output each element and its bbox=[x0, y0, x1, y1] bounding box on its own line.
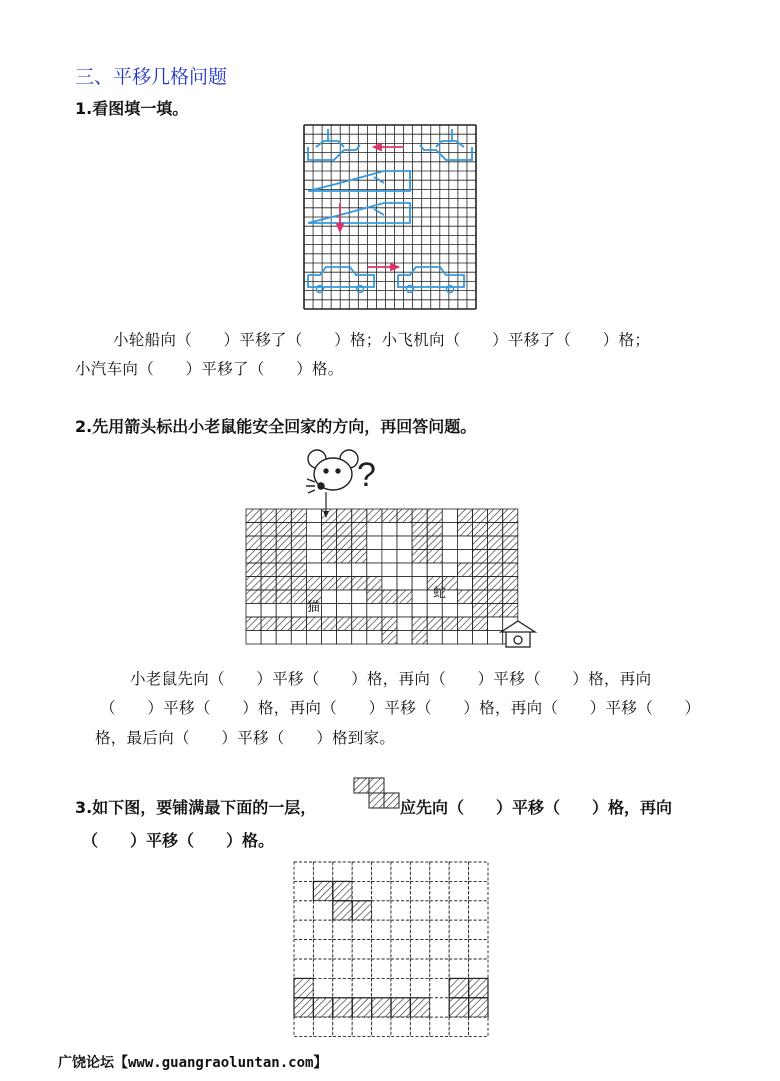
maze-wall-cell bbox=[276, 590, 291, 604]
tile-empty-cell bbox=[372, 1017, 391, 1036]
maze-path-cell bbox=[246, 631, 261, 645]
maze-wall-cell bbox=[261, 577, 276, 591]
tile-empty-cell bbox=[410, 1017, 429, 1036]
tile-empty-cell bbox=[430, 959, 449, 978]
maze-path-cell bbox=[367, 604, 382, 618]
tile-empty-cell bbox=[294, 920, 313, 939]
tile-empty-cell bbox=[372, 901, 391, 920]
maze-wall-cell bbox=[488, 563, 503, 577]
maze-wall-cell bbox=[367, 590, 382, 604]
maze-path-cell bbox=[412, 604, 427, 618]
tile-empty-cell bbox=[313, 978, 332, 997]
maze-wall-cell bbox=[473, 563, 488, 577]
maze-path-cell bbox=[397, 617, 412, 631]
tile-empty-cell bbox=[430, 998, 449, 1017]
maze-path-cell bbox=[367, 523, 382, 537]
tile-empty-cell bbox=[294, 881, 313, 900]
maze-wall-cell bbox=[367, 617, 382, 631]
tile-filled-cell bbox=[333, 998, 352, 1017]
maze-path-cell bbox=[442, 509, 457, 523]
q3-grid-cells bbox=[294, 862, 488, 1037]
tile-empty-cell bbox=[410, 881, 429, 900]
maze-wall-cell bbox=[473, 509, 488, 523]
maze-wall-cell bbox=[322, 509, 337, 523]
tile-filled-cell bbox=[372, 998, 391, 1017]
maze-path-cell bbox=[488, 617, 503, 631]
maze-path-cell bbox=[337, 590, 352, 604]
maze-wall-cell bbox=[412, 523, 427, 537]
maze-wall-cell bbox=[473, 617, 488, 631]
q3-title-pre: 3.如下图，要铺满最下面的一层， bbox=[75, 798, 317, 817]
maze-path-cell bbox=[397, 523, 412, 537]
maze-wall-cell bbox=[473, 523, 488, 537]
maze-path-cell bbox=[442, 523, 457, 537]
maze-path-cell bbox=[397, 577, 412, 591]
maze-wall-cell bbox=[291, 523, 306, 537]
tile-filled-cell bbox=[333, 901, 352, 920]
tile-empty-cell bbox=[430, 881, 449, 900]
maze-path-cell bbox=[442, 550, 457, 564]
tile-filled-cell bbox=[313, 881, 332, 900]
maze-path-cell bbox=[306, 563, 321, 577]
maze-wall-cell bbox=[427, 617, 442, 631]
maze-wall-cell bbox=[503, 590, 518, 604]
maze-wall-cell bbox=[276, 577, 291, 591]
tile-empty-cell bbox=[313, 862, 332, 881]
maze-wall-cell bbox=[503, 604, 518, 618]
tile-filled-cell bbox=[294, 998, 313, 1017]
maze-wall-cell bbox=[246, 590, 261, 604]
tile-empty-cell bbox=[391, 1017, 410, 1036]
maze-wall-cell bbox=[276, 617, 291, 631]
maze-wall-cell bbox=[488, 536, 503, 550]
maze-wall-cell bbox=[503, 563, 518, 577]
maze-wall-cell bbox=[246, 563, 261, 577]
maze-wall-cell bbox=[503, 536, 518, 550]
maze-wall-cell bbox=[261, 550, 276, 564]
car-left bbox=[308, 267, 374, 287]
q3-tiling-grid bbox=[293, 861, 489, 1037]
maze-path-cell bbox=[442, 563, 457, 577]
maze-wall-cell bbox=[457, 523, 472, 537]
question-mark: ? bbox=[357, 456, 376, 494]
maze-wall-cell bbox=[322, 536, 337, 550]
tile-empty-cell bbox=[430, 940, 449, 959]
maze-wall-cell bbox=[322, 617, 337, 631]
maze-wall-cell bbox=[473, 604, 488, 618]
maze-path-cell bbox=[306, 536, 321, 550]
maze-path-cell bbox=[352, 563, 367, 577]
boat-right-cabin bbox=[436, 141, 464, 147]
maze-wall-cell bbox=[382, 617, 397, 631]
maze-path-cell bbox=[427, 604, 442, 618]
maze-path-cell bbox=[442, 536, 457, 550]
maze-wall-cell bbox=[412, 631, 427, 645]
maze-path-cell bbox=[427, 563, 442, 577]
maze-wall-cell bbox=[412, 536, 427, 550]
maze-path-cell bbox=[306, 509, 321, 523]
maze-path-cell bbox=[306, 523, 321, 537]
maze-path-cell bbox=[322, 590, 337, 604]
maze-wall-cell bbox=[382, 590, 397, 604]
maze-wall-cell bbox=[473, 577, 488, 591]
q3-line2: （ ）平移（ ）格。 bbox=[82, 831, 275, 850]
maze-wall-cell bbox=[276, 523, 291, 537]
tetromino-icon bbox=[353, 777, 399, 813]
tile-empty-cell bbox=[352, 881, 371, 900]
tile-filled-cell bbox=[449, 978, 468, 997]
maze-path-cell bbox=[457, 604, 472, 618]
tile-empty-cell bbox=[410, 862, 429, 881]
maze-wall-cell bbox=[352, 550, 367, 564]
section-title: 三、平移几格问题 bbox=[75, 66, 228, 88]
tile-empty-cell bbox=[391, 940, 410, 959]
maze-wall-cell bbox=[473, 590, 488, 604]
maze-path-cell bbox=[457, 536, 472, 550]
tile-empty-cell bbox=[294, 940, 313, 959]
maze-wall-cell bbox=[261, 563, 276, 577]
boat-left-cabin bbox=[316, 141, 344, 147]
maze-path-cell bbox=[412, 563, 427, 577]
tile-empty-cell bbox=[410, 940, 429, 959]
maze-wall-cell bbox=[261, 509, 276, 523]
tile-empty-cell bbox=[294, 901, 313, 920]
maze-path-cell bbox=[322, 563, 337, 577]
tile-filled-cell bbox=[449, 998, 468, 1017]
maze-wall-cell bbox=[337, 617, 352, 631]
tile-empty-cell bbox=[333, 920, 352, 939]
tile-filled-cell bbox=[410, 998, 429, 1017]
tile-empty-cell bbox=[430, 901, 449, 920]
maze-path-cell bbox=[382, 604, 397, 618]
maze-path-cell bbox=[397, 631, 412, 645]
maze-path-cell bbox=[291, 631, 306, 645]
maze-wall-cell bbox=[352, 523, 367, 537]
maze-path-cell bbox=[382, 536, 397, 550]
tile-empty-cell bbox=[372, 978, 391, 997]
maze-wall-cell bbox=[473, 536, 488, 550]
maze-wall-cell bbox=[322, 550, 337, 564]
maze-wall-cell bbox=[246, 536, 261, 550]
tile-empty-cell bbox=[313, 1017, 332, 1036]
maze-path-cell bbox=[397, 604, 412, 618]
q2-title: 2.先用箭头标出小老鼠能安全回家的方向，再回答问题。 bbox=[75, 417, 477, 436]
label-cat: 猫 bbox=[307, 600, 321, 615]
maze-path-cell bbox=[291, 604, 306, 618]
maze-wall-cell bbox=[503, 577, 518, 591]
footer-text: 广饶论坛【www.guangraoluntan.com】 bbox=[58, 1055, 328, 1071]
maze-wall-cell bbox=[276, 563, 291, 577]
tile-filled-cell bbox=[333, 881, 352, 900]
maze-wall-cell bbox=[412, 617, 427, 631]
tile-empty-cell bbox=[469, 901, 488, 920]
maze-wall-cell bbox=[488, 523, 503, 537]
tile-empty-cell bbox=[372, 881, 391, 900]
maze-wall-cell bbox=[337, 550, 352, 564]
maze-wall-cell bbox=[306, 577, 321, 591]
maze-wall-cell bbox=[337, 509, 352, 523]
maze-path-cell bbox=[322, 631, 337, 645]
tile-empty-cell bbox=[391, 901, 410, 920]
tile-filled-cell bbox=[352, 901, 371, 920]
maze-path-cell bbox=[473, 631, 488, 645]
maze-path-cell bbox=[367, 536, 382, 550]
maze-path-cell bbox=[457, 631, 472, 645]
tile-empty-cell bbox=[352, 920, 371, 939]
maze-path-cell bbox=[337, 631, 352, 645]
maze-wall-cell bbox=[352, 536, 367, 550]
maze-path-cell bbox=[337, 604, 352, 618]
q2-line1: 小老鼠先向（ ）平移（ ）格，再向（ ）平移（ ）格，再向 bbox=[130, 670, 652, 688]
maze-path-cell bbox=[427, 631, 442, 645]
maze-wall-cell bbox=[457, 590, 472, 604]
maze-path-cell bbox=[442, 604, 457, 618]
maze-wall-cell bbox=[246, 523, 261, 537]
tile-empty-cell bbox=[372, 940, 391, 959]
maze-wall-cell bbox=[291, 590, 306, 604]
maze-path-cell bbox=[397, 536, 412, 550]
maze-path-cell bbox=[382, 523, 397, 537]
tile-filled-cell bbox=[391, 998, 410, 1017]
tile-empty-cell bbox=[430, 978, 449, 997]
tile-empty-cell bbox=[410, 901, 429, 920]
tile-empty-cell bbox=[333, 959, 352, 978]
tile-empty-cell bbox=[294, 1017, 313, 1036]
maze-wall-cell bbox=[337, 523, 352, 537]
maze-wall-cell bbox=[291, 550, 306, 564]
maze-wall-cell bbox=[261, 523, 276, 537]
maze-wall-cell bbox=[261, 536, 276, 550]
maze-wall-cell bbox=[427, 523, 442, 537]
maze-path-cell bbox=[276, 604, 291, 618]
tile-empty-cell bbox=[313, 940, 332, 959]
maze-wall-cell bbox=[276, 550, 291, 564]
tile-empty-cell bbox=[430, 862, 449, 881]
maze-path-cell bbox=[367, 631, 382, 645]
maze-path-cell bbox=[276, 631, 291, 645]
maze-wall-cell bbox=[488, 509, 503, 523]
q1-title: 1.看图填一填。 bbox=[75, 99, 189, 118]
maze-wall-cell bbox=[488, 550, 503, 564]
maze-path-cell bbox=[261, 604, 276, 618]
q2-maze-cells bbox=[246, 509, 518, 644]
maze-path-cell bbox=[412, 590, 427, 604]
maze-wall-cell bbox=[367, 509, 382, 523]
tile-empty-cell bbox=[449, 881, 468, 900]
maze-wall-cell bbox=[291, 577, 306, 591]
maze-wall-cell bbox=[352, 577, 367, 591]
maze-wall-cell bbox=[291, 536, 306, 550]
maze-path-cell bbox=[246, 604, 261, 618]
tile-empty-cell bbox=[469, 1017, 488, 1036]
tile-empty-cell bbox=[313, 959, 332, 978]
tile-empty-cell bbox=[430, 920, 449, 939]
maze-wall-cell bbox=[276, 509, 291, 523]
maze-wall-cell bbox=[246, 550, 261, 564]
tile-empty-cell bbox=[469, 940, 488, 959]
tile-empty-cell bbox=[391, 978, 410, 997]
tile-empty-cell bbox=[372, 862, 391, 881]
maze-wall-cell bbox=[382, 509, 397, 523]
tile-empty-cell bbox=[352, 1017, 371, 1036]
tile-empty-cell bbox=[449, 901, 468, 920]
maze-path-cell bbox=[337, 563, 352, 577]
maze-path-cell bbox=[306, 550, 321, 564]
tile-empty-cell bbox=[410, 978, 429, 997]
maze-wall-cell bbox=[352, 509, 367, 523]
maze-path-cell bbox=[352, 604, 367, 618]
mouse-icon bbox=[306, 450, 358, 493]
maze-wall-cell bbox=[503, 550, 518, 564]
tile-empty-cell bbox=[391, 881, 410, 900]
maze-wall-cell bbox=[337, 577, 352, 591]
maze-wall-cell bbox=[367, 577, 382, 591]
q2-maze-grid bbox=[246, 509, 536, 649]
tile-empty-cell bbox=[449, 862, 468, 881]
maze-path-cell bbox=[367, 550, 382, 564]
maze-wall-cell bbox=[322, 577, 337, 591]
q3-title-post: 应先向（ ）平移（ ）格，再向 bbox=[400, 798, 673, 817]
maze-path-cell bbox=[382, 577, 397, 591]
tile-filled-cell bbox=[469, 998, 488, 1017]
tile-empty-cell bbox=[449, 940, 468, 959]
q2-line2: （ ）平移（ ）格，再向（ ）平移（ ）格，再向（ ）平移（ ） bbox=[100, 699, 701, 717]
maze-wall-cell bbox=[427, 550, 442, 564]
tile-empty-cell bbox=[333, 862, 352, 881]
maze-path-cell bbox=[457, 577, 472, 591]
label-snake: 蛇 bbox=[433, 586, 447, 601]
maze-path-cell bbox=[261, 631, 276, 645]
maze-path-cell bbox=[382, 563, 397, 577]
maze-wall-cell bbox=[473, 550, 488, 564]
tile-empty-cell bbox=[313, 901, 332, 920]
maze-path-cell bbox=[352, 590, 367, 604]
tile-empty-cell bbox=[372, 920, 391, 939]
maze-wall-cell bbox=[397, 509, 412, 523]
maze-wall-cell bbox=[488, 604, 503, 618]
maze-path-cell bbox=[442, 631, 457, 645]
tile-empty-cell bbox=[313, 920, 332, 939]
maze-wall-cell bbox=[291, 617, 306, 631]
tile-empty-cell bbox=[391, 959, 410, 978]
tile-empty-cell bbox=[372, 959, 391, 978]
maze-path-cell bbox=[412, 577, 427, 591]
tile-empty-cell bbox=[352, 862, 371, 881]
q1-translation-grid bbox=[304, 125, 476, 309]
tile-empty-cell bbox=[469, 920, 488, 939]
tile-empty-cell bbox=[469, 881, 488, 900]
maze-wall-cell bbox=[427, 536, 442, 550]
maze-path-cell bbox=[306, 631, 321, 645]
tile-empty-cell bbox=[410, 959, 429, 978]
maze-wall-cell bbox=[503, 509, 518, 523]
tile-empty-cell bbox=[469, 959, 488, 978]
maze-wall-cell bbox=[306, 617, 321, 631]
tile-empty-cell bbox=[352, 959, 371, 978]
tile-empty-cell bbox=[469, 862, 488, 881]
tile-empty-cell bbox=[449, 959, 468, 978]
tile-empty-cell bbox=[352, 940, 371, 959]
maze-path-cell bbox=[322, 604, 337, 618]
maze-wall-cell bbox=[442, 617, 457, 631]
maze-wall-cell bbox=[337, 536, 352, 550]
tile-empty-cell bbox=[333, 1017, 352, 1036]
tile-empty-cell bbox=[391, 920, 410, 939]
maze-wall-cell bbox=[488, 590, 503, 604]
q1-line1: 小轮船向（ ）平移了（ ）格；小飞机向（ ）平移了（ ）格； bbox=[113, 331, 651, 349]
tile-filled-cell bbox=[469, 978, 488, 997]
maze-wall-cell bbox=[382, 631, 397, 645]
tile-empty-cell bbox=[333, 978, 352, 997]
maze-wall-cell bbox=[352, 617, 367, 631]
tile-empty-cell bbox=[449, 1017, 468, 1036]
tile-empty-cell bbox=[294, 959, 313, 978]
maze-wall-cell bbox=[503, 523, 518, 537]
q1-boat-shapes bbox=[308, 129, 472, 160]
maze-wall-cell bbox=[246, 577, 261, 591]
maze-wall-cell bbox=[246, 617, 261, 631]
tile-empty-cell bbox=[449, 920, 468, 939]
tile-empty-cell bbox=[333, 940, 352, 959]
tile-filled-cell bbox=[352, 998, 371, 1017]
maze-wall-cell bbox=[412, 550, 427, 564]
maze-path-cell bbox=[367, 563, 382, 577]
maze-wall-cell bbox=[427, 509, 442, 523]
maze-wall-cell bbox=[457, 509, 472, 523]
maze-path-cell bbox=[397, 550, 412, 564]
maze-path-cell bbox=[382, 550, 397, 564]
maze-wall-cell bbox=[412, 509, 427, 523]
q2-line3: 格，最后向（ ）平移（ ）格到家。 bbox=[95, 729, 396, 747]
tile-filled-cell bbox=[313, 998, 332, 1017]
maze-path-cell bbox=[457, 550, 472, 564]
tile-empty-cell bbox=[410, 920, 429, 939]
maze-wall-cell bbox=[457, 617, 472, 631]
tile-empty-cell bbox=[294, 862, 313, 881]
maze-wall-cell bbox=[261, 590, 276, 604]
tile-filled-cell bbox=[294, 978, 313, 997]
q1-line2: 小汽车向（ ）平移了（ ）格。 bbox=[75, 360, 344, 378]
maze-path-cell bbox=[397, 563, 412, 577]
maze-wall-cell bbox=[276, 536, 291, 550]
maze-wall-cell bbox=[291, 509, 306, 523]
maze-wall-cell bbox=[246, 509, 261, 523]
tile-empty-cell bbox=[430, 1017, 449, 1036]
maze-wall-cell bbox=[261, 617, 276, 631]
maze-wall-cell bbox=[397, 590, 412, 604]
maze-wall-cell bbox=[291, 563, 306, 577]
mouse-illustration bbox=[303, 446, 376, 516]
maze-wall-cell bbox=[322, 523, 337, 537]
maze-wall-cell bbox=[488, 577, 503, 591]
tile-empty-cell bbox=[391, 862, 410, 881]
maze-wall-cell bbox=[457, 563, 472, 577]
maze-path-cell bbox=[352, 631, 367, 645]
tile-empty-cell bbox=[352, 978, 371, 997]
